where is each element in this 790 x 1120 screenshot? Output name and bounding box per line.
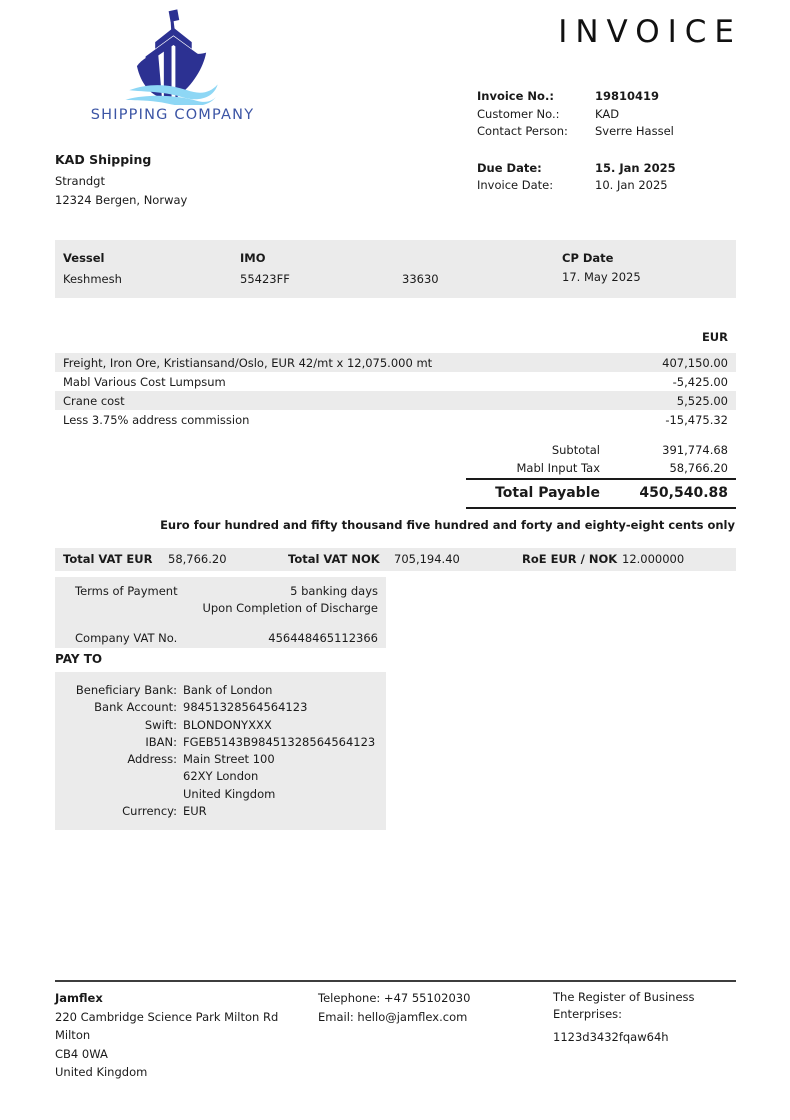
currency-column-header: EUR [701, 330, 728, 344]
customer-number-row [477, 106, 739, 124]
vessel-table [55, 240, 736, 298]
footer-contact-block [318, 989, 470, 1026]
total-vat-eur-value: 58,766.20 [168, 552, 227, 566]
charge-description: Crane cost [63, 393, 125, 408]
terms-value-line1: 5 banking days [290, 584, 378, 598]
total-payable-value: 450,540.88 [639, 485, 728, 501]
company-vat-label: Company VAT No. [75, 631, 178, 645]
charge-amount: -15,475.32 [665, 412, 728, 427]
footer-company-block [55, 989, 278, 1082]
subtotal-value: 391,774.68 [662, 443, 728, 457]
sender-name: KAD Shipping [55, 152, 152, 167]
terms-of-payment-box [55, 577, 386, 648]
list-item [55, 768, 386, 785]
bank-detail-value: United Kingdom [183, 786, 276, 801]
imo-col-header: IMO [240, 251, 266, 265]
total-payable-row [466, 478, 736, 509]
page-title: INVOICE [558, 14, 742, 50]
list-item [55, 751, 386, 768]
footer-address-line: 220 Cambridge Science Park Milton Rd [55, 1009, 279, 1024]
charge-description: Mabl Various Cost Lumpsum [63, 374, 226, 389]
bank-detail-value: Bank of London [183, 683, 273, 697]
totals-block [466, 442, 736, 509]
input-tax-row [466, 460, 736, 478]
terms-label: Terms of Payment [75, 584, 178, 598]
table-row [55, 353, 736, 372]
footer-telephone: Telephone: +47 55102030 [318, 991, 471, 1005]
bank-detail-label: Address: [127, 752, 177, 767]
invoice-meta [477, 88, 739, 195]
bank-detail-label: Swift: [144, 717, 177, 732]
invoice-number-value: 19810419 [595, 89, 660, 103]
charge-amount: 5,525.00 [676, 393, 728, 408]
amount-in-words: Euro four hundred and fifty thousand five hundred and forty and eighty-eight cents only [160, 518, 735, 532]
sender-address-line2: 12324 Bergen, Norway [55, 193, 188, 207]
roe-value: 12.000000 [622, 552, 685, 566]
contact-person-label: Contact Person: [477, 124, 568, 138]
vessel-cp-date: 17. May 2025 [562, 270, 641, 284]
charge-amount: 407,150.00 [662, 355, 728, 370]
input-tax-label: Mabl Input Tax [516, 460, 600, 475]
invoice-date-row [477, 177, 739, 195]
invoice-number-row [477, 88, 739, 106]
pay-to-heading: PAY TO [55, 652, 103, 666]
customer-number-label: Customer No.: [477, 106, 560, 121]
subtotal-row [466, 442, 736, 460]
bank-detail-label [55, 768, 177, 785]
list-item [55, 786, 386, 803]
list-item [55, 699, 386, 716]
charge-description: Freight, Iron Ore, Kristiansand/Oslo, EUR 42/mt x 12,075.000 mt [63, 355, 433, 370]
invoice-date-value: 10. Jan 2025 [595, 178, 668, 192]
list-item [55, 682, 386, 699]
bank-detail-value: BLONDONYXXX [183, 717, 272, 732]
bank-detail-label: Beneficiary Bank: [75, 683, 177, 697]
due-date-value: 15. Jan 2025 [595, 160, 676, 175]
bank-detail-value: 62XY London [183, 769, 259, 784]
footer-address-line: Milton [55, 1028, 91, 1042]
total-payable-label: Total Payable [495, 485, 600, 501]
contact-person-value: Sverre Hassel [595, 124, 674, 138]
roe-label: RoE EUR / NOK [522, 552, 618, 566]
charge-amount: -5,425.00 [672, 374, 728, 389]
company-vat-value: 456448465112366 [268, 631, 378, 645]
bank-detail-value: 98451328564564123 [183, 700, 308, 715]
logo-caption: SHIPPING COMPANY [90, 107, 255, 123]
total-vat-eur-label: Total VAT EUR [63, 552, 153, 566]
bank-detail-label [55, 786, 177, 803]
total-vat-nok-value: 705,194.40 [394, 552, 460, 566]
bank-detail-label: Bank Account: [94, 700, 177, 715]
pay-to-box [55, 672, 386, 830]
sender-address-block [55, 150, 187, 210]
bank-detail-label: Currency: [122, 804, 177, 819]
table-row [55, 391, 736, 410]
contact-person-row [477, 123, 739, 141]
bank-detail-label: IBAN: [145, 734, 177, 749]
terms-value-line2: Upon Completion of Discharge [202, 601, 378, 615]
bank-detail-value: FGEB5143B98451328564564123 [183, 734, 376, 749]
invoice-number-label: Invoice No.: [477, 89, 554, 103]
footer-register-label: The Register of Business Enterprises: [553, 990, 695, 1021]
cp-date-col-header: CP Date [562, 251, 614, 265]
invoice-date-label: Invoice Date: [477, 178, 554, 192]
input-tax-value: 58,766.20 [669, 460, 728, 475]
footer-email: Email: hello@jamflex.com [318, 1009, 468, 1024]
customer-number-value: KAD [595, 106, 620, 121]
subtotal-label: Subtotal [551, 443, 600, 457]
vessel-imo: 55423FF [240, 272, 290, 286]
list-item [55, 717, 386, 734]
vessel-imo2: 33630 [402, 272, 439, 286]
footer-company-name: Jamflex [55, 991, 103, 1005]
charge-description: Less 3.75% address commission [63, 412, 250, 427]
vat-summary-bar [55, 548, 736, 571]
footer-divider [55, 980, 736, 982]
due-date-label: Due Date: [477, 160, 542, 175]
due-date-row [477, 160, 739, 178]
sender-address-line1: Strandgt [55, 174, 105, 188]
vessel-name: Keshmesh [63, 272, 122, 286]
footer-register-block [553, 989, 708, 1046]
charges-table [55, 353, 736, 429]
list-item [55, 803, 386, 820]
bank-detail-value: Main Street 100 [183, 752, 275, 767]
footer-address-line: CB4 0WA [55, 1046, 108, 1061]
total-vat-nok-label: Total VAT NOK [288, 552, 380, 566]
table-row [55, 410, 736, 429]
bank-detail-value: EUR [183, 804, 207, 819]
footer-address-line: United Kingdom [55, 1065, 148, 1079]
footer-register-number: 1123d3432fqaw64h [553, 1030, 669, 1044]
list-item [55, 734, 386, 751]
table-row [55, 372, 736, 391]
vessel-col-header: Vessel [63, 251, 105, 265]
